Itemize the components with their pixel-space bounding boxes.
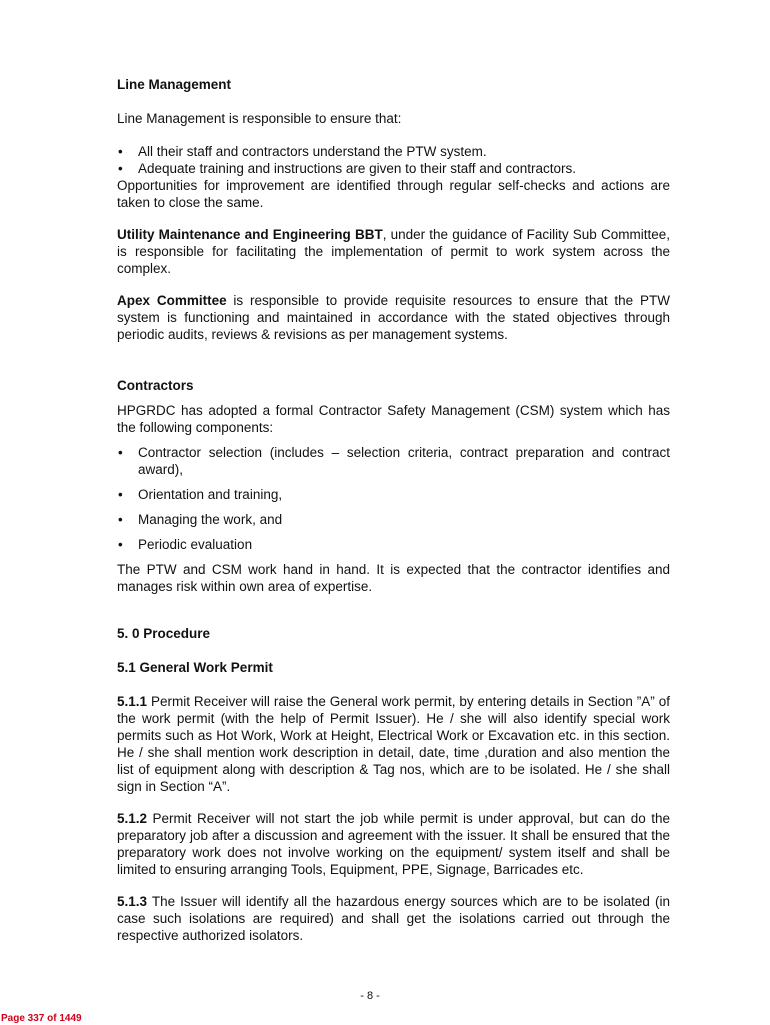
contractors-bullet-list: [117, 444, 670, 553]
utility-text: , under the guidance of Facility Sub Committee, is responsible for facilitating the implementation of permit to work system across the complex.: [117, 227, 670, 276]
contractors-intro: HPGRDC has adopted a formal Contractor Safety Management (CSM) system which has the following components:: [117, 403, 670, 435]
line-management-bullet-list: [117, 143, 670, 177]
apex-paragraph: [117, 292, 670, 343]
list-item: • Periodic evaluation: [117, 536, 670, 553]
clause-5-1-2: [117, 810, 670, 878]
list-item: • Managing the work, and: [117, 511, 670, 528]
line-management-intro: Line Management is responsible to ensure that:: [117, 111, 402, 126]
utility-bold-text: Utility Maintenance and Engineering BBT: [117, 227, 383, 242]
clause-text: Permit Receiver will not start the job while permit is under approval, but can do the preparatory job after a discussion and agreement with the issuer. It shall be ensured that the preparatory work does not involve working on the equipment/ system itself and shall be limited to ensuring arranging Tools, Equipment, PPE, Signage, Barricades etc.: [117, 811, 670, 877]
contractors-heading: Contractors: [117, 378, 194, 393]
apex-text: is responsible to provide requisite resources to ensure that the PTW system is functioning and maintained in accordance with the stated objectives through periodic audits, reviews & revisions as per management systems.: [117, 293, 670, 342]
opportunities-paragraph: Opportunities for improvement are identified through regular self-checks and actions are taken to close the same.: [117, 178, 670, 210]
clause-text: The Issuer will identify all the hazardous energy sources which are to be isolated (in case such isolations are required) and shall get the isolations carried out through the respective authorized isolators.: [117, 894, 670, 943]
line-management-heading: Line Management: [117, 77, 232, 92]
list-item: • Orientation and training,: [117, 486, 670, 503]
contractors-closing: The PTW and CSM work hand in hand. It is expected that the contractor identifies and manages risk within own area of expertise.: [117, 562, 670, 594]
clause-number: 5.1.3: [117, 894, 148, 909]
apex-bold-text: Apex Committee: [117, 293, 227, 308]
clause-5-1-3: [117, 893, 670, 944]
clause-number: 5.1.2: [117, 811, 148, 826]
list-item: • All their staff and contractors understand the PTW system.: [117, 143, 670, 160]
clause-number: 5.1.1: [117, 694, 148, 709]
list-item: • Adequate training and instructions are given to their staff and contractors.: [117, 160, 670, 177]
list-item: • Contractor selection (includes – selection criteria, contract preparation and contract award),: [117, 444, 670, 478]
document-page: [117, 76, 670, 944]
clause-5-1-1: [117, 693, 670, 795]
page-count-label: Page 337 of 1449: [1, 1013, 82, 1024]
general-work-permit-heading: 5.1 General Work Permit: [117, 660, 273, 675]
utility-paragraph: [117, 226, 670, 277]
page-number: - 8 -: [360, 990, 380, 1002]
procedure-heading: 5. 0 Procedure: [117, 626, 211, 641]
clause-text: Permit Receiver will raise the General work permit, by entering details in Section ”A” of the work permit (with the help of Permit Issuer). He / she will also identify special work permits such as Hot Work, Work at Height, Electrical Work or Excavation etc. in this section. He / she shall mention work description in detail, date, time ,duration and also mention the list of equipment along with description & Tag nos, which are to be isolated. He / she shall sign in Section “A”.: [117, 694, 670, 794]
